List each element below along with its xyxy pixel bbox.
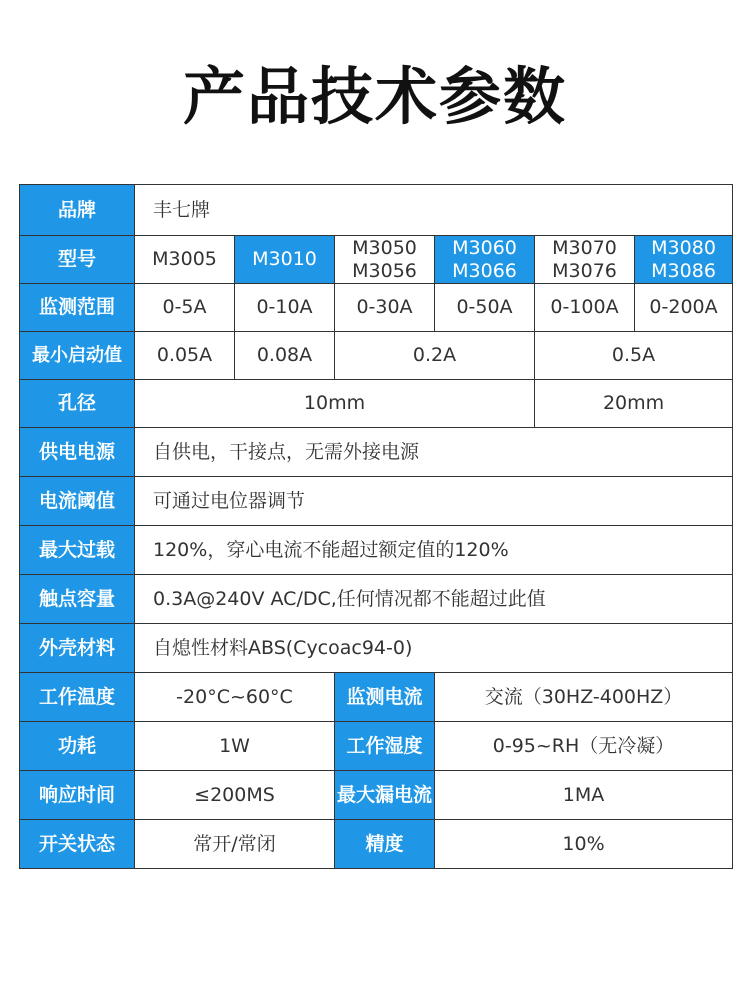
pair-label: 精度 [335,820,435,869]
brand-value: 丰七牌 [135,185,733,236]
pair-label: 开关状态 [20,820,135,869]
range-cell: 0-200A [635,284,733,332]
row-aperture [20,380,733,428]
min-start-cell: 0.5A [535,332,733,380]
threshold-value: 可通过电位器调节 [135,477,733,526]
range-cell: 0-100A [535,284,635,332]
pair-value: ≤200MS [135,771,335,820]
row-pair [20,673,733,722]
min-start-cell: 0.05A [135,332,235,380]
overload-value: 120%，穿心电流不能超过额定值的120% [135,526,733,575]
overload-label: 最大过载 [20,526,135,575]
housing-value: 自熄性材料ABS(Cycoac94-0) [135,624,733,673]
spec-table [19,184,733,869]
row-min-start [20,332,733,380]
power-supply-label: 供电电源 [20,428,135,477]
model-cell: M3080 M3086 [635,236,733,284]
row-pair [20,722,733,771]
pair-value: 1MA [435,771,733,820]
aperture-cell: 20mm [535,380,733,428]
pair-value: 常开/常闭 [135,820,335,869]
brand-label: 品牌 [20,185,135,236]
range-cell: 0-50A [435,284,535,332]
model-label: 型号 [20,236,135,284]
row-housing [20,624,733,673]
pair-value: 1W [135,722,335,771]
threshold-label: 电流阈值 [20,477,135,526]
housing-label: 外壳材料 [20,624,135,673]
pair-label: 响应时间 [20,771,135,820]
row-power-supply [20,428,733,477]
aperture-label: 孔径 [20,380,135,428]
contact-value: 0.3A@240V AC/DC,任何情况都不能超过此值 [135,575,733,624]
power-supply-value: 自供电，干接点，无需外接电源 [135,428,733,477]
pair-value: 交流（30HZ-400HZ） [435,673,733,722]
pair-label: 工作温度 [20,673,135,722]
min-start-label: 最小启动值 [20,332,135,380]
row-overload [20,526,733,575]
model-cell: M3060 M3066 [435,236,535,284]
model-cell: M3010 [235,236,335,284]
row-contact [20,575,733,624]
row-threshold [20,477,733,526]
contact-label: 触点容量 [20,575,135,624]
model-cell: M3050 M3056 [335,236,435,284]
row-pair [20,771,733,820]
pair-label: 最大漏电流 [335,771,435,820]
min-start-cell: 0.2A [335,332,535,380]
model-cell: M3070 M3076 [535,236,635,284]
pair-label: 功耗 [20,722,135,771]
aperture-cell: 10mm [135,380,535,428]
pair-value: 10% [435,820,733,869]
range-cell: 0-30A [335,284,435,332]
pair-label: 监测电流 [335,673,435,722]
range-cell: 0-5A [135,284,235,332]
row-brand [20,185,733,236]
row-pair [20,820,733,869]
pair-label: 工作湿度 [335,722,435,771]
pair-value: -20°C~60°C [135,673,335,722]
row-range [20,284,733,332]
range-label: 监测范围 [20,284,135,332]
model-cell: M3005 [135,236,235,284]
min-start-cell: 0.08A [235,332,335,380]
pair-value: 0-95~RH（无冷凝） [435,722,733,771]
range-cell: 0-10A [235,284,335,332]
page-title: 产品技术参数 [182,60,567,133]
row-model [20,236,733,284]
